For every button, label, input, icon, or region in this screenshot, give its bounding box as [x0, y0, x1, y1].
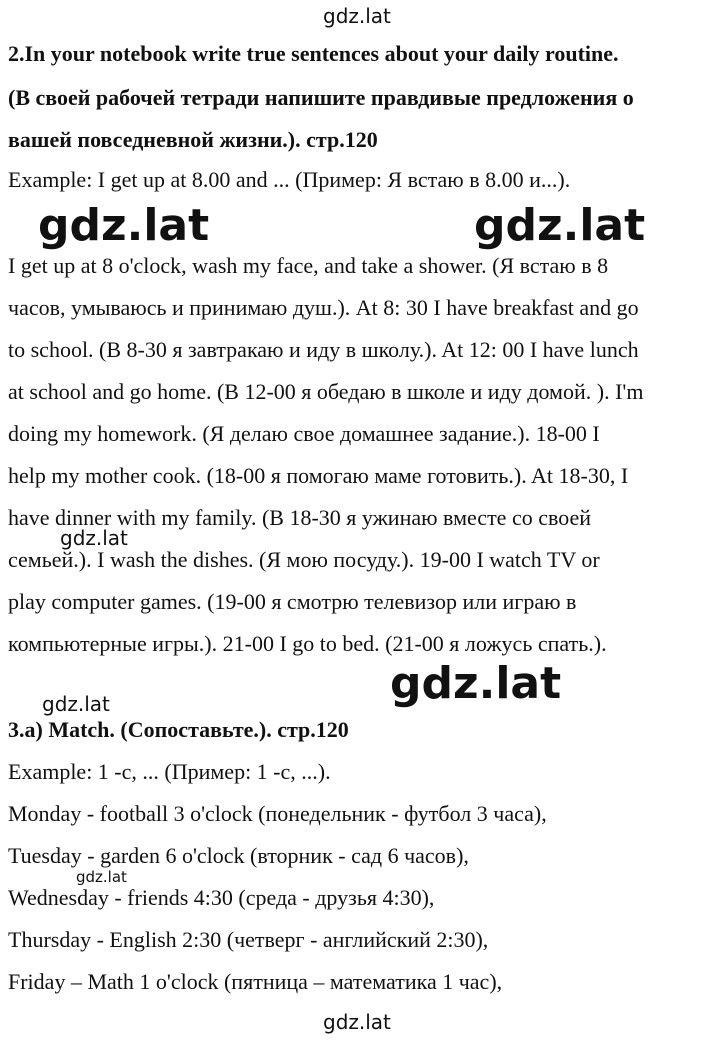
task2-answer-line-6: help my mother cook. (18-00 я помогаю маме готовить.). At 18-30, I [8, 463, 629, 488]
task2-example: Example: I get up at 8.00 and ... (Пример: Я встаю в 8.00 и...). [8, 167, 571, 192]
watermark-small-left: gdz.lat [42, 692, 110, 716]
task3-item-wednesday: Wednesday - friends 4:30 (среда - друзья 4:30), [8, 885, 435, 910]
task2-answer-line-5: doing my homework. (Я делаю свое домашнее задание.). 18-00 I [8, 421, 600, 446]
task2-answer-line-3: to school. (В 8-30 я завтракаю и иду в школу.). At 12: 00 I have lunch [8, 337, 639, 362]
watermark-tiny: gdz.lat [76, 868, 127, 886]
task2-heading-line-1: 2.In your notebook write true sentences about your daily routine. [8, 41, 619, 66]
task2-answer-line-8: семьей.). I wash the dishes. (Я мою посуду.). 19-00 I watch TV or [8, 547, 600, 572]
watermark-small-mid: gdz.lat [60, 526, 128, 550]
task2-answer-line-7: have dinner with my family. (В 18-30 я ужинаю вместе со своей [8, 505, 592, 530]
watermark-bottom: gdz.lat [323, 1010, 391, 1034]
task2-heading-line-2: (В своей рабочей тетради напишите правдивые предложения о [8, 85, 634, 110]
task3-example: Example: 1 -c, ... (Пример: 1 -c, ...). [8, 759, 331, 784]
task3-item-friday: Friday – Math 1 o'clock (пятница – математика 1 час), [8, 969, 503, 994]
task2-answer-line-1: I get up at 8 o'clock, wash my face, and take a shower. (Я встаю в 8 [8, 253, 609, 278]
task3-item-tuesday: Tuesday - garden 6 o'clock (вторник - сад 6 часов), [8, 843, 469, 868]
watermark-big-right: gdz.lat [474, 200, 646, 251]
watermark-big-left: gdz.lat [38, 200, 210, 251]
task2-heading-line-3: вашей повседневной жизни.). стр.120 [8, 127, 378, 152]
task2-answer-line-9: play computer games. (19-00 я смотрю телевизор или играю в [8, 589, 577, 614]
watermark-big-mid: gdz.lat [390, 658, 562, 709]
task3-item-thursday: Thursday - English 2:30 (четверг - английский 2:30), [8, 927, 489, 952]
task2-answer-line-4: at school and go home. (В 12-00 я обедаю в школе и иду домой. ). I'm [8, 379, 644, 404]
watermark-top: gdz.lat [323, 4, 391, 28]
task3-item-monday: Monday - football 3 o'clock (понедельник - футбол 3 часа), [8, 801, 547, 826]
task3-heading: 3.a) Match. (Сопоставьте.). стр.120 [8, 717, 349, 742]
task2-answer-line-2: часов, умываюсь и принимаю душ.). At 8: 30 I have breakfast and go [8, 295, 639, 320]
task2-answer-line-10: компьютерные игры.). 21-00 I go to bed. (21-00 я ложусь спать.). [8, 631, 607, 656]
